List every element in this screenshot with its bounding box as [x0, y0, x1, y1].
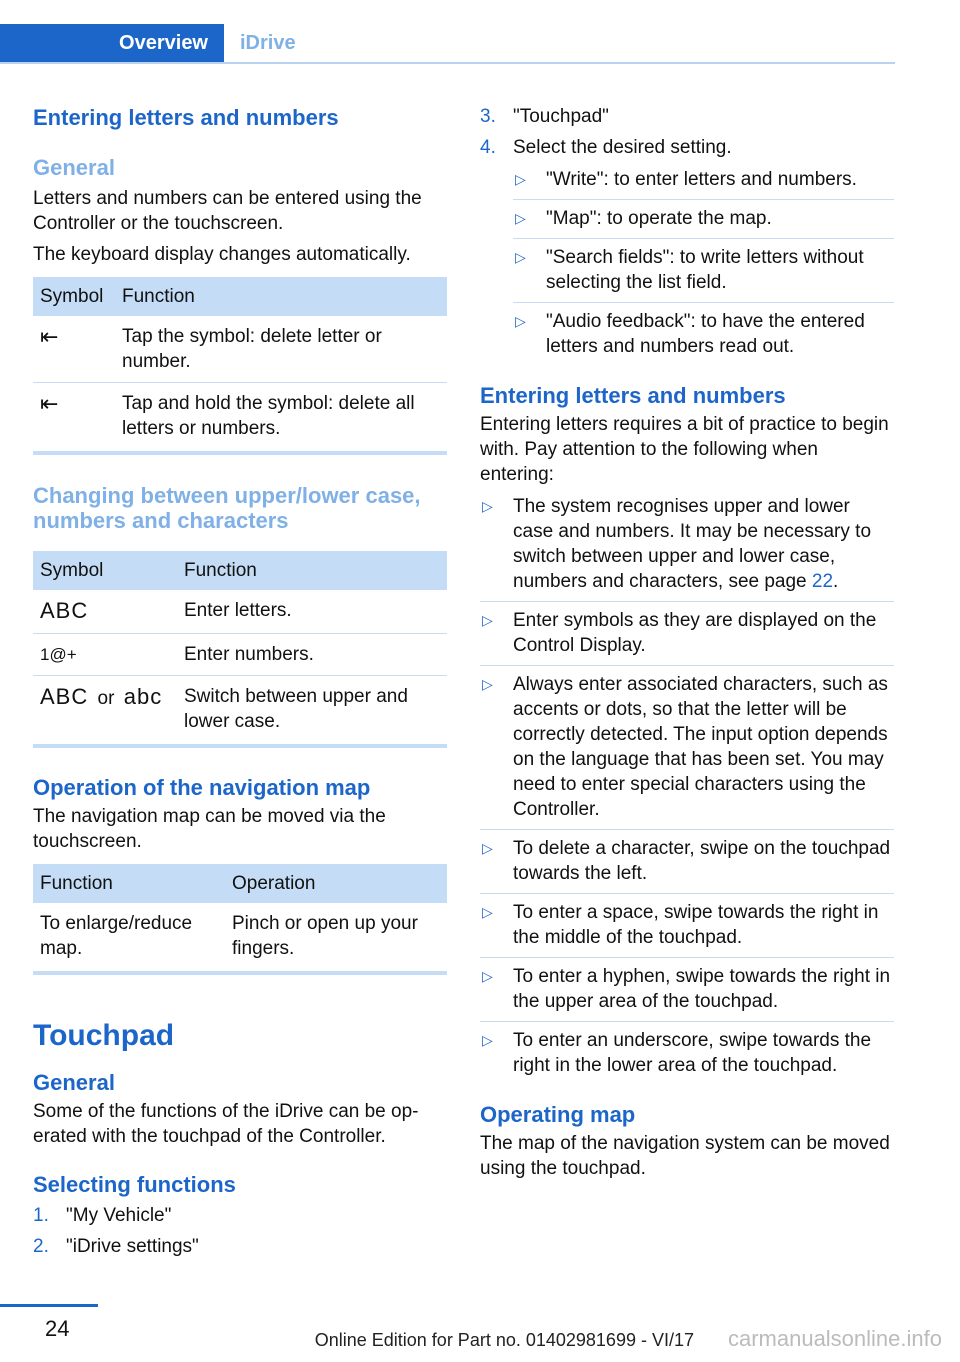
nav-paragraph: The navigation map can be moved via the touchscreen.	[33, 806, 386, 852]
table-cell: Tap and hold the symbol: delete all letters or numbers.	[115, 383, 447, 454]
touchpad-title: Touchpad	[33, 1019, 175, 1052]
list-item: ▷ To delete a character, swipe on the touchpad towards the left.	[480, 836, 894, 894]
table-header-symbol: Symbol	[33, 551, 177, 590]
watermark-text: carmanualsonline.info	[727, 1326, 942, 1351]
list-item: ▷ Enter symbols as they are displayed on the Control Display.	[480, 608, 894, 666]
table-header-function: Function	[115, 277, 447, 316]
nav-heading: Operation of the navigation map	[33, 775, 371, 800]
table-header-function: Function	[177, 551, 447, 590]
list-item: ▷ "Write": to enter letters and numbers.	[513, 167, 894, 200]
touchpad-general-paragraph: Some of the functions of the iDrive can be operated with the touchpad of the Controller.	[33, 1101, 419, 1147]
general-paragraph-1: Letters and numbers can be entered using the Controller or the touchscreen.	[33, 188, 422, 234]
footer-rule	[0, 1304, 98, 1307]
list-item: 2. "iDrive settings"	[33, 1236, 199, 1257]
case-switch-icon: ABC or abc	[33, 676, 177, 747]
table-cell: Enter letters.	[177, 590, 447, 634]
triangle-right-icon: ▷	[482, 676, 493, 692]
list-item: ▷ Always enter associated characters, such as accents or dots, so that the letter will be correctly detected. The input option depends on the language that has been set. You may need to enter special characters using the Controller.	[480, 672, 894, 830]
triangle-right-icon: ▷	[515, 249, 526, 265]
header-tabbar	[0, 24, 895, 64]
touchpad-general-heading: General	[33, 1070, 115, 1095]
selecting-steps-continued	[480, 104, 894, 166]
table-row	[33, 383, 447, 454]
table-row	[33, 634, 447, 676]
triangle-right-icon: ▷	[482, 498, 493, 514]
list-item: ▷ To enter a space, swipe towards the right in the middle of the touchpad.	[480, 900, 894, 958]
tab-idrive[interactable]: iDrive	[240, 31, 296, 54]
list-item: 4. Select the desired setting.	[480, 137, 732, 158]
table-row	[33, 316, 447, 383]
abc-icon: ABC	[33, 590, 177, 634]
table-row	[33, 903, 447, 973]
delete-symbol-table	[33, 277, 447, 455]
triangle-right-icon: ▷	[482, 1032, 493, 1048]
triangle-right-icon: ▷	[515, 171, 526, 187]
table-cell: Enter numbers.	[177, 634, 447, 676]
section-title-entering: Entering letters and numbers	[33, 105, 339, 130]
table-cell: Tap the symbol: delete letter or number.	[115, 316, 447, 383]
tips-list	[480, 494, 894, 1085]
table-cell: Switch between upper and lower case.	[177, 676, 447, 747]
table-cell: Pinch or open up your fingers.	[225, 903, 447, 973]
general-paragraph-2: The keyboard display changes automatically.	[33, 244, 411, 265]
page-number: 24	[45, 1316, 70, 1341]
list-item: ▷ "Map": to operate the map.	[513, 206, 894, 239]
enter-heading: Entering letters and numbers	[480, 383, 786, 408]
delete-icon: ⇤	[33, 316, 115, 383]
selecting-steps	[33, 1203, 447, 1265]
operating-map-paragraph: The map of the navigation system can be moved using the touchpad.	[480, 1133, 890, 1179]
table-row	[33, 590, 447, 634]
table-row	[33, 676, 447, 747]
table-cell: To enlarge/reduce map.	[33, 903, 225, 973]
page-link[interactable]: 22	[811, 571, 834, 592]
numbers-icon: 1@+	[33, 634, 177, 676]
right-column	[480, 100, 894, 1181]
edition-text: Online Edition for Part no. 01402981699 - VI/17	[314, 1330, 694, 1350]
enter-paragraph: Entering letters requires a bit of practice to begin with. Pay attention to the following when entering:	[480, 414, 889, 485]
table-header-operation: Operation	[225, 864, 447, 903]
triangle-right-icon: ▷	[482, 612, 493, 628]
list-item: ▷ To enter an underscore, swipe towards the right in the lower area of the touchpad.	[482, 1030, 872, 1076]
list-item: ▷ The system recognises upper and lower case and numbers. It may be necessary to switch between upper and lower case, numbers and characters, see page 22.	[480, 494, 894, 602]
operating-map-heading: Operating map	[480, 1102, 636, 1127]
nav-table	[33, 864, 447, 975]
case-symbol-table	[33, 551, 447, 748]
left-column	[33, 100, 447, 1265]
delete-all-icon: ⇤	[33, 383, 115, 454]
triangle-right-icon: ▷	[482, 840, 493, 856]
list-item: ▷ "Audio feedback": to have the entered letters and numbers read out.	[515, 311, 865, 357]
triangle-right-icon: ▷	[515, 313, 526, 329]
triangle-right-icon: ▷	[482, 904, 493, 920]
triangle-right-icon: ▷	[482, 968, 493, 984]
tab-overview[interactable]: Overview	[0, 24, 224, 62]
list-item: ▷ "Search fields": to write letters without selecting the list field.	[513, 245, 894, 303]
table-header-row	[33, 277, 447, 316]
table-header-row	[33, 864, 447, 903]
settings-list	[513, 167, 894, 366]
table-header-function: Function	[33, 864, 225, 903]
list-item: 1. "My Vehicle"	[33, 1205, 172, 1226]
general-heading: General	[33, 155, 115, 180]
table-header-row	[33, 551, 447, 590]
list-item: 3. "Touchpad"	[480, 106, 609, 127]
case-heading: Changing between upper/lower case, numbers and characters	[33, 483, 421, 533]
list-item: ▷ To enter a hyphen, swipe towards the right in the upper area of the touchpad.	[480, 964, 894, 1022]
triangle-right-icon: ▷	[515, 210, 526, 226]
table-header-symbol: Symbol	[33, 277, 115, 316]
selecting-heading: Selecting functions	[33, 1172, 236, 1197]
